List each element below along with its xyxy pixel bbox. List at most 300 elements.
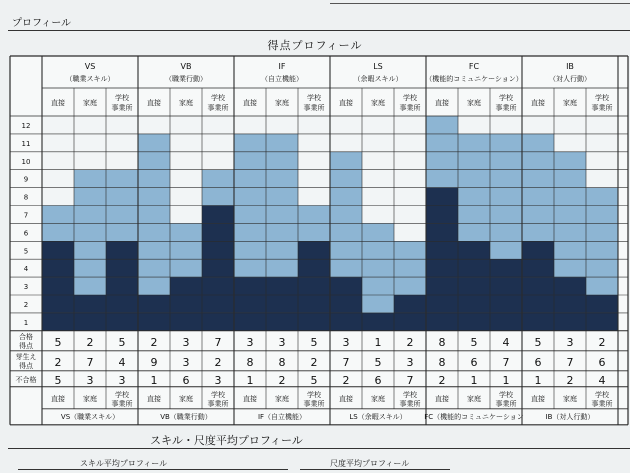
score-cell xyxy=(362,116,394,134)
domain-footer-label: IF（自立機能） xyxy=(257,412,307,421)
score-cell xyxy=(426,277,458,295)
score-cell xyxy=(330,134,362,152)
score-value: 2 xyxy=(342,373,350,387)
row-number: 1 xyxy=(23,318,29,327)
score-cell xyxy=(298,295,330,313)
score-cell xyxy=(522,223,554,241)
score-value: 5 xyxy=(470,335,478,349)
score-value: 6 xyxy=(598,355,606,369)
score-cell xyxy=(234,223,266,241)
subcolumn-footer: 家庭 xyxy=(563,394,577,403)
skill-average-label: スキル平均プロフィール xyxy=(80,459,168,468)
score-row-label: 得点 xyxy=(19,361,33,370)
score-cell xyxy=(298,259,330,277)
score-cell xyxy=(554,206,586,224)
score-cell xyxy=(170,116,202,134)
score-cell xyxy=(234,116,266,134)
score-value: 5 xyxy=(54,373,62,387)
domain-footer-label: IB（対人行動） xyxy=(545,412,595,421)
score-cell xyxy=(138,277,170,295)
score-cell xyxy=(170,313,202,331)
score-value: 2 xyxy=(310,355,318,369)
score-cell xyxy=(330,295,362,313)
score-cell xyxy=(426,259,458,277)
score-cell xyxy=(458,259,490,277)
score-cell xyxy=(74,188,106,206)
score-cell xyxy=(458,277,490,295)
domain-code: LS xyxy=(373,62,383,71)
row-number: 10 xyxy=(21,157,31,166)
subcolumn-header: 直接 xyxy=(339,99,353,107)
subcolumn-footer: 学校 xyxy=(115,390,129,399)
score-cell xyxy=(266,259,298,277)
subcolumn-footer: 直接 xyxy=(51,394,65,403)
score-cell xyxy=(202,277,234,295)
score-cell xyxy=(554,241,586,259)
row-number: 4 xyxy=(23,265,29,274)
row-number: 6 xyxy=(23,229,29,238)
subcolumn-footer: 直接 xyxy=(243,394,257,403)
score-cell xyxy=(266,116,298,134)
score-cell xyxy=(234,295,266,313)
score-cell xyxy=(74,152,106,170)
score-cell xyxy=(394,152,426,170)
score-cell xyxy=(426,152,458,170)
score-cell xyxy=(234,170,266,188)
score-cell xyxy=(522,134,554,152)
subcolumn-footer: 家庭 xyxy=(275,394,289,403)
score-cell xyxy=(586,313,618,331)
score-cell xyxy=(522,241,554,259)
score-value: 1 xyxy=(470,373,478,387)
score-cell xyxy=(458,188,490,206)
score-cell xyxy=(42,277,74,295)
score-cell xyxy=(522,188,554,206)
score-cell xyxy=(298,152,330,170)
score-cell xyxy=(490,259,522,277)
subcolumn-header: 家庭 xyxy=(83,99,97,107)
subcolumn-header: 事業所 xyxy=(207,104,229,112)
score-value: 8 xyxy=(278,355,286,369)
score-cell xyxy=(394,295,426,313)
subcolumn-header: 家庭 xyxy=(371,99,385,107)
score-cell xyxy=(42,223,74,241)
score-cell xyxy=(74,170,106,188)
score-value: 6 xyxy=(182,373,190,387)
score-cell xyxy=(170,170,202,188)
score-cell xyxy=(298,241,330,259)
score-value: 4 xyxy=(502,335,510,349)
score-value: 6 xyxy=(534,355,542,369)
score-cell xyxy=(554,152,586,170)
score-cell xyxy=(106,188,138,206)
score-cell xyxy=(298,313,330,331)
score-cell xyxy=(554,116,586,134)
subcolumn-footer: 事業所 xyxy=(591,399,613,408)
score-cell xyxy=(74,295,106,313)
score-value: 5 xyxy=(310,335,318,349)
score-cell xyxy=(74,313,106,331)
score-cell xyxy=(106,134,138,152)
subcolumn-header: 事業所 xyxy=(399,104,421,112)
score-cell xyxy=(586,241,618,259)
score-cell xyxy=(426,116,458,134)
score-cell xyxy=(234,152,266,170)
score-value: 2 xyxy=(566,373,574,387)
score-cell xyxy=(266,188,298,206)
score-value: 6 xyxy=(374,373,382,387)
score-cell xyxy=(330,277,362,295)
score-value: 2 xyxy=(86,335,94,349)
subcolumn-header: 学校 xyxy=(307,94,321,102)
row-number: 5 xyxy=(23,247,29,256)
subcolumn-header: 学校 xyxy=(403,94,417,102)
score-cell xyxy=(426,170,458,188)
score-cell xyxy=(490,206,522,224)
subcolumn-header: 学校 xyxy=(211,94,225,102)
score-cell xyxy=(298,206,330,224)
score-value: 3 xyxy=(214,373,222,387)
score-cell xyxy=(138,116,170,134)
subcolumn-footer: 家庭 xyxy=(179,394,193,403)
score-cell xyxy=(426,206,458,224)
score-cell xyxy=(554,188,586,206)
score-row-label: 不合格 xyxy=(15,375,37,384)
subcolumn-footer: 直接 xyxy=(339,394,353,403)
score-cell xyxy=(42,313,74,331)
score-cell xyxy=(330,259,362,277)
score-value: 1 xyxy=(150,373,158,387)
score-cell xyxy=(362,188,394,206)
score-cell xyxy=(234,206,266,224)
score-cell xyxy=(586,134,618,152)
score-cell xyxy=(394,259,426,277)
score-value: 7 xyxy=(406,373,414,387)
score-cell xyxy=(42,206,74,224)
score-cell xyxy=(42,152,74,170)
score-cell xyxy=(330,116,362,134)
score-cell xyxy=(106,152,138,170)
score-value: 3 xyxy=(278,335,286,349)
scale-average-label: 尺度平均プロフィール xyxy=(330,459,410,468)
score-cell xyxy=(170,134,202,152)
score-cell xyxy=(138,134,170,152)
score-cell xyxy=(490,134,522,152)
score-cell xyxy=(330,206,362,224)
score-cell xyxy=(202,259,234,277)
score-cell xyxy=(106,313,138,331)
score-cell xyxy=(266,313,298,331)
score-cell xyxy=(170,241,202,259)
score-cell xyxy=(394,313,426,331)
score-cell xyxy=(170,223,202,241)
subcolumn-header: 直接 xyxy=(531,99,545,107)
score-cell xyxy=(170,188,202,206)
score-cell xyxy=(74,241,106,259)
score-cell xyxy=(266,295,298,313)
score-cell xyxy=(234,134,266,152)
score-cell xyxy=(458,223,490,241)
score-cell xyxy=(490,116,522,134)
score-value: 3 xyxy=(406,355,414,369)
score-cell xyxy=(266,223,298,241)
score-cell xyxy=(266,277,298,295)
score-cell xyxy=(362,134,394,152)
score-cell xyxy=(138,188,170,206)
subcolumn-header: 家庭 xyxy=(275,99,289,107)
domain-footer-label: FC（機能的コミュニケーション xyxy=(424,412,524,421)
score-cell xyxy=(234,241,266,259)
score-value: 7 xyxy=(566,355,574,369)
row-number: 9 xyxy=(23,175,29,184)
score-cell xyxy=(458,170,490,188)
score-cell xyxy=(586,223,618,241)
score-cell xyxy=(522,116,554,134)
domain-name: （対人行動） xyxy=(549,75,591,83)
subcolumn-footer: 学校 xyxy=(211,390,225,399)
score-value: 3 xyxy=(246,335,254,349)
score-cell xyxy=(298,223,330,241)
score-cell xyxy=(202,241,234,259)
score-value: 5 xyxy=(118,335,126,349)
score-cell xyxy=(74,134,106,152)
subcolumn-footer: 学校 xyxy=(595,390,609,399)
score-cell xyxy=(554,277,586,295)
score-cell xyxy=(298,134,330,152)
scale-average-rule xyxy=(300,469,450,470)
domain-code: VS xyxy=(84,62,96,71)
score-cell xyxy=(202,170,234,188)
score-cell xyxy=(490,277,522,295)
subcolumn-header: 家庭 xyxy=(467,99,481,107)
score-cell xyxy=(426,295,458,313)
score-cell xyxy=(426,223,458,241)
row-number: 7 xyxy=(23,211,29,220)
score-cell xyxy=(298,188,330,206)
score-cell xyxy=(74,116,106,134)
score-cell xyxy=(490,223,522,241)
score-cell xyxy=(170,259,202,277)
score-value: 2 xyxy=(54,355,62,369)
score-cell xyxy=(554,170,586,188)
row-number: 12 xyxy=(21,121,31,130)
score-cell xyxy=(138,295,170,313)
score-cell xyxy=(42,170,74,188)
score-value: 2 xyxy=(438,373,446,387)
score-cell xyxy=(138,223,170,241)
domain-name: （機能的コミュニケーション） xyxy=(425,75,523,83)
score-cell xyxy=(42,295,74,313)
score-cell xyxy=(138,206,170,224)
score-cell xyxy=(426,188,458,206)
score-cell xyxy=(298,170,330,188)
score-cell xyxy=(170,152,202,170)
subcolumn-header: 事業所 xyxy=(303,104,325,112)
subcolumn-footer: 事業所 xyxy=(303,399,325,408)
score-cell xyxy=(586,152,618,170)
score-cell xyxy=(266,241,298,259)
score-cell xyxy=(202,313,234,331)
score-value: 3 xyxy=(182,355,190,369)
score-cell xyxy=(106,170,138,188)
domain-code: IF xyxy=(278,62,286,71)
score-value: 3 xyxy=(182,335,190,349)
score-cell xyxy=(106,241,138,259)
score-cell xyxy=(554,134,586,152)
subcolumn-footer: 家庭 xyxy=(83,394,97,403)
score-cell xyxy=(362,223,394,241)
row-number: 3 xyxy=(23,283,29,292)
average-profile-title: スキル・尺度平均プロフィール xyxy=(150,434,303,447)
score-cell xyxy=(426,134,458,152)
subcolumn-footer: 直接 xyxy=(435,394,449,403)
score-cell xyxy=(138,313,170,331)
score-cell xyxy=(74,206,106,224)
average-profile-rule xyxy=(8,448,630,449)
domain-name: （職業スキル） xyxy=(65,75,115,83)
subcolumn-footer: 直接 xyxy=(531,394,545,403)
domain-name: （自立機能） xyxy=(261,75,303,83)
score-value: 2 xyxy=(278,373,286,387)
score-cell xyxy=(74,259,106,277)
score-cell xyxy=(42,241,74,259)
score-cell xyxy=(330,170,362,188)
page-label: プロフィール xyxy=(12,18,71,29)
score-row-label: 得点 xyxy=(19,341,33,350)
subcolumn-footer: 学校 xyxy=(403,390,417,399)
score-cell xyxy=(394,170,426,188)
score-cell xyxy=(42,134,74,152)
score-cell xyxy=(586,259,618,277)
score-cell xyxy=(106,277,138,295)
subcolumn-footer: 直接 xyxy=(147,394,161,403)
score-cell xyxy=(522,313,554,331)
score-value: 2 xyxy=(150,335,158,349)
score-cell xyxy=(42,116,74,134)
score-cell xyxy=(586,188,618,206)
score-cell xyxy=(394,223,426,241)
score-cell xyxy=(330,152,362,170)
score-cell xyxy=(362,295,394,313)
score-cell xyxy=(394,277,426,295)
subcolumn-header: 直接 xyxy=(243,99,257,107)
score-cell xyxy=(362,259,394,277)
score-cell xyxy=(458,134,490,152)
score-cell xyxy=(490,241,522,259)
subcolumn-header: 事業所 xyxy=(591,104,613,112)
score-cell xyxy=(362,313,394,331)
subcolumn-header: 学校 xyxy=(115,94,129,102)
score-cell xyxy=(554,295,586,313)
score-value: 2 xyxy=(214,355,222,369)
score-cell xyxy=(106,295,138,313)
score-cell xyxy=(202,116,234,134)
score-cell xyxy=(266,152,298,170)
subcolumn-header: 直接 xyxy=(51,99,65,107)
score-cell xyxy=(554,313,586,331)
score-cell xyxy=(170,277,202,295)
skill-average-rule xyxy=(18,469,288,470)
row-number: 8 xyxy=(23,193,29,202)
score-cell xyxy=(586,116,618,134)
score-cell xyxy=(490,188,522,206)
score-value: 7 xyxy=(342,355,350,369)
score-cell xyxy=(522,277,554,295)
score-cell xyxy=(170,295,202,313)
domain-name: （余暇スキル） xyxy=(353,75,403,83)
subcolumn-footer: 家庭 xyxy=(467,394,481,403)
subcolumn-header: 事業所 xyxy=(111,104,133,112)
score-cell xyxy=(266,170,298,188)
subcolumn-header: 学校 xyxy=(595,94,609,102)
score-cell xyxy=(298,116,330,134)
score-cell xyxy=(554,223,586,241)
score-value: 3 xyxy=(86,373,94,387)
subcolumn-header: 学校 xyxy=(499,94,513,102)
score-value: 8 xyxy=(438,335,446,349)
subcolumn-footer: 事業所 xyxy=(111,399,133,408)
score-cell xyxy=(362,206,394,224)
score-value: 5 xyxy=(534,335,542,349)
score-cell xyxy=(138,241,170,259)
score-cell xyxy=(554,259,586,277)
score-cell xyxy=(234,188,266,206)
score-cell xyxy=(586,206,618,224)
score-cell xyxy=(522,152,554,170)
score-value: 9 xyxy=(150,355,158,369)
score-value: 7 xyxy=(502,355,510,369)
score-value: 1 xyxy=(246,373,254,387)
subcolumn-header: 事業所 xyxy=(495,104,517,112)
score-cell xyxy=(522,170,554,188)
score-cell xyxy=(490,152,522,170)
score-cell xyxy=(202,188,234,206)
score-value: 4 xyxy=(598,373,606,387)
domain-footer-label: VS（職業スキル） xyxy=(60,412,120,421)
score-cell xyxy=(522,295,554,313)
score-cell xyxy=(202,134,234,152)
score-cell xyxy=(586,170,618,188)
score-cell xyxy=(394,134,426,152)
score-cell xyxy=(458,241,490,259)
score-value: 1 xyxy=(502,373,510,387)
score-value: 7 xyxy=(214,335,222,349)
subcolumn-header: 家庭 xyxy=(563,99,577,107)
score-cell xyxy=(106,223,138,241)
score-value: 8 xyxy=(438,355,446,369)
score-cell xyxy=(362,170,394,188)
score-value: 7 xyxy=(86,355,94,369)
score-value: 6 xyxy=(470,355,478,369)
score-cell xyxy=(138,259,170,277)
score-value: 3 xyxy=(118,373,126,387)
subcolumn-footer: 学校 xyxy=(307,390,321,399)
score-cell xyxy=(458,116,490,134)
score-cell xyxy=(394,188,426,206)
score-row-label: 合格 xyxy=(19,332,33,341)
domain-footer-label: VB（職業行動） xyxy=(160,412,212,421)
score-cell xyxy=(458,295,490,313)
score-cell xyxy=(74,223,106,241)
score-cell xyxy=(106,116,138,134)
score-cell xyxy=(490,313,522,331)
score-cell xyxy=(522,206,554,224)
subcolumn-footer: 学校 xyxy=(499,390,513,399)
subcolumn-header: 直接 xyxy=(147,99,161,107)
score-cell xyxy=(586,295,618,313)
score-cell xyxy=(330,241,362,259)
score-cell xyxy=(586,277,618,295)
